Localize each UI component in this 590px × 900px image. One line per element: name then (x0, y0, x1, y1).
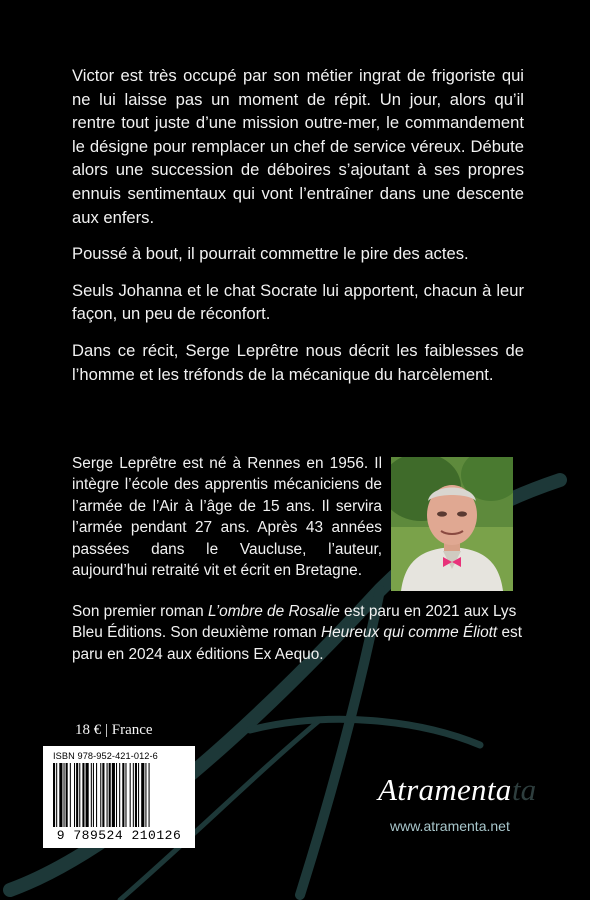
barcode-bar (102, 763, 104, 827)
barcode-bar (100, 763, 101, 827)
barcode-bar (59, 763, 62, 827)
isbn-label: ISBN 978-952-421-012-6 (53, 751, 158, 761)
barcode-bar (64, 763, 65, 827)
blurb-paragraph-1: Victor est très occupé par son métier ingrat de frigoriste qui ne lui laisse pas un moment de répit. Un jour, alors qu’il rentre tout juste d’une mission outre-mer, le commandement le désigne pour remplacer un chef de service véreux. Débute alors une succession de déboires s’ajoutant à ses propres ennuis sentimentaux qui vont l’entraîner dans une descente aux enfers. (72, 66, 524, 227)
barcode-bar (145, 763, 146, 827)
barcode-bar (109, 763, 111, 827)
isbn-barcode (43, 746, 195, 848)
bio-books-text-b: est paru en 2021 aux Lys Bleu Éditions. Son deuxième roman (72, 603, 517, 642)
barcode-bar (149, 763, 150, 827)
bio-books-text-c: est paru en 2024 aux éditions Ex Aequo. (72, 624, 522, 663)
blurb-paragraph-4: Dans ce récit, Serge Leprêtre nous décrit les faiblesses de l’homme et les tréfonds de la mécanique du harcèlement. (72, 340, 524, 384)
isbn-digits: 9 789524 210126 (56, 828, 182, 843)
barcode-bar (91, 763, 92, 827)
barcode-bars (53, 763, 185, 827)
barcode-bar (130, 763, 131, 827)
publisher-logo-ghost: ta (512, 772, 537, 807)
barcode-bar (133, 763, 134, 827)
barcode-bar (93, 763, 94, 827)
barcode-bar (66, 763, 68, 827)
barcode-bar (53, 763, 55, 827)
blurb-paragraph-2: Poussé à bout, il pourrait commettre le pire des actes. (72, 244, 469, 264)
publisher-website: www.atramenta.net (390, 818, 510, 834)
book-title-heureux-qui-comme-eliott: Heureux qui comme Éliott (320, 624, 498, 642)
barcode-bar (86, 763, 89, 827)
author-bio: Serge Leprêtre est né à Rennes en 1956. Il intègre l’école des apprentis mécaniciens de l’armée de l’Air à l’âge de 15 ans. Il servira l’armée pendant 27 ans. Après 43 années passées dans le Vaucluse, l’auteur, aujourd’hui retraité vit et écrit en Bretagne. (72, 455, 382, 580)
barcode-bar (76, 763, 78, 827)
barcode-bar (79, 763, 80, 827)
barcode-bar (56, 763, 57, 827)
barcode-bar (82, 763, 84, 827)
barcode-bar (119, 763, 120, 827)
barcode-bar (74, 763, 75, 827)
barcode-bar (70, 763, 71, 827)
barcode-bar (107, 763, 108, 827)
price-label: 18 € | France (75, 722, 153, 738)
barcode-bar (125, 763, 126, 827)
blurb-paragraph-3: Seuls Johanna et le chat Socrate lui apportent, chacun à leur façon, un peu de réconfort. (72, 280, 524, 324)
barcode-bar (122, 763, 124, 827)
barcode-bar (138, 763, 139, 827)
barcode-bar (141, 763, 144, 827)
barcode-bar (116, 763, 117, 827)
back-cover-blurb (72, 64, 524, 399)
book-title-ombre-de-rosalie: L’ombre de Rosalie (208, 603, 340, 620)
bio-books-text-a: Son premier roman (72, 603, 209, 620)
barcode-bar (96, 763, 97, 827)
publisher-logo-text: Atramenta (378, 772, 512, 807)
barcode-bar (112, 763, 115, 827)
author-bio-books (72, 601, 524, 665)
barcode-bar (135, 763, 137, 827)
author-photo (391, 457, 513, 591)
